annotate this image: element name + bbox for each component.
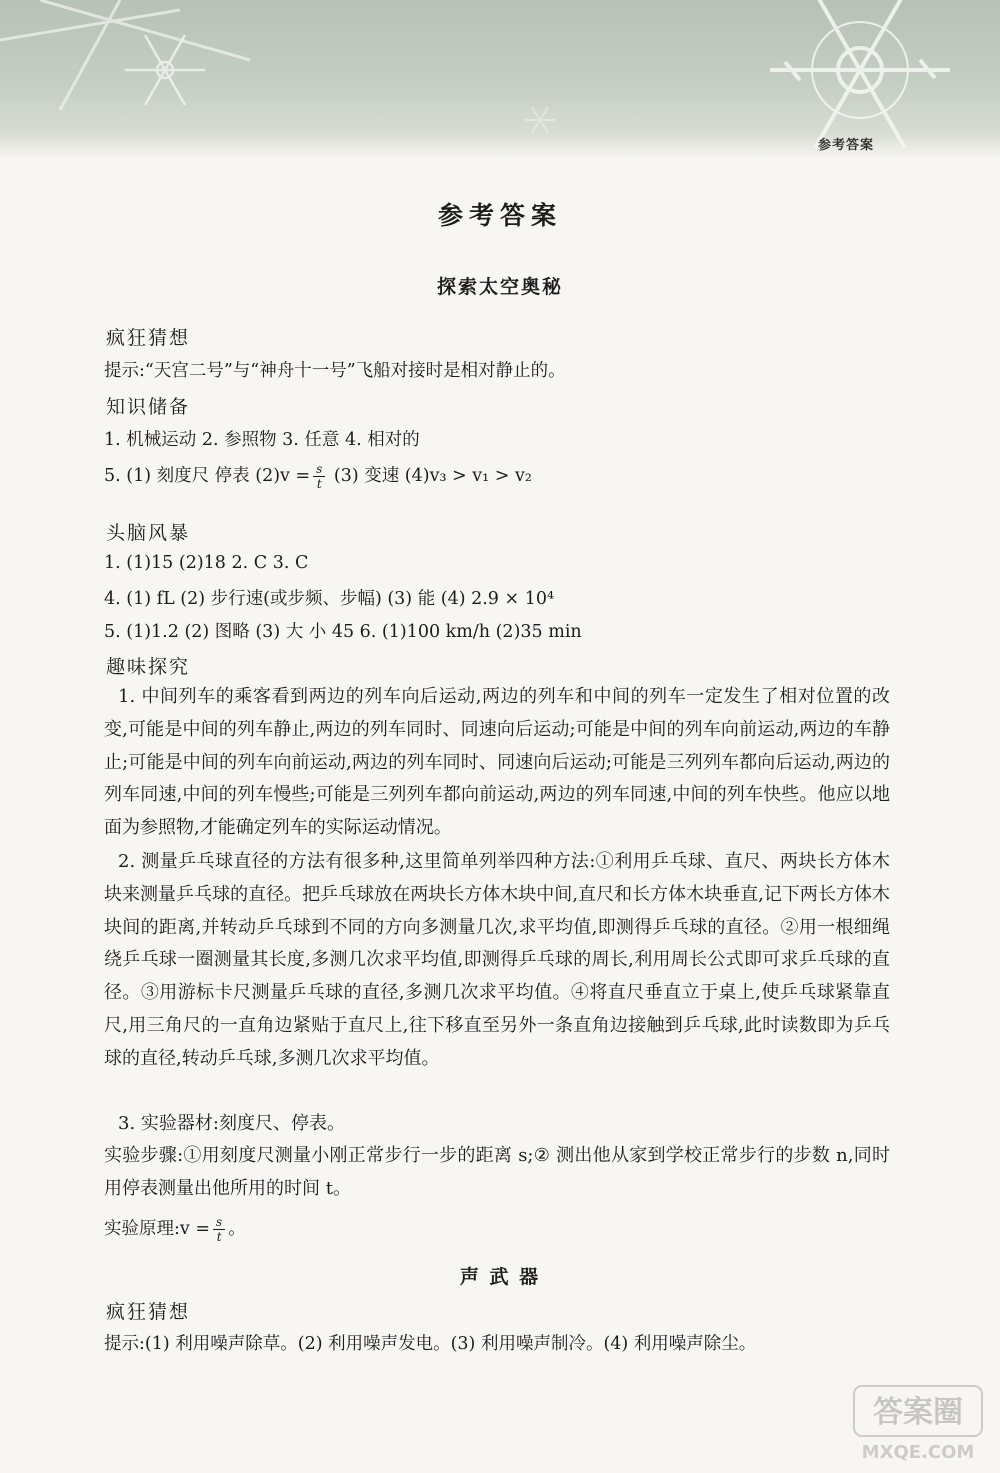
- subheading-brainstorm: 头脑风暴: [106, 522, 191, 544]
- knowledge-line-1: 1. 机械运动 2. 参照物 3. 任意 4. 相对的: [104, 430, 420, 450]
- knowledge-line-2: [104, 462, 532, 491]
- principle-formula: [213, 1215, 225, 1244]
- principle-end: 。: [228, 1219, 246, 1239]
- formula-numerator: s: [313, 462, 325, 477]
- crazy-guess-text-2: 提示:(1) 利用噪声除草。(2) 利用噪声发电。(3) 利用噪声制冷。(4) 利用噪声除尘。: [104, 1334, 757, 1354]
- subheading-crazy-guess-2: 疯狂猜想: [106, 1301, 191, 1323]
- brainstorm-line-3: 5. (1)1.2 (2) 图略 (3) 大 小 45 6. (1)100 km/h (2)35 min: [104, 622, 582, 642]
- explore-paragraph-5: [104, 1215, 246, 1244]
- principle-label: 实验原理:v =: [104, 1219, 211, 1239]
- watermark-url: MXQE.COM: [861, 1442, 975, 1463]
- subheading-crazy-guess: 疯狂猜想: [106, 327, 191, 349]
- brainstorm-line-2: 4. (1) fL (2) 步行速(或步频、步幅) (3) 能 (4) 2.9 × 10⁴: [104, 589, 555, 609]
- explore-paragraph-1: 1. 中间列车的乘客看到两边的列车向后运动,两边的列车和中间的列车一定发生了相对位置的改变,可能是中间的列车静止,两边的列车同时、同速向后运动;可能是中间的列车向前运动,两边的车静止;可能是中间的列车向前运动,两边的列车同时、同速向后运动;可能是三列列车都向后运动,两边的列车同速,中间的列车慢些;可能是三列列车都向前运动,两边的列车同速,中间的列车快些。他应以地面为参照物,才能确定列车的实际运动情况。: [104, 686, 890, 839]
- principle-numerator: s: [213, 1215, 225, 1230]
- subheading-knowledge: 知识储备: [106, 396, 191, 418]
- subheading-explore: 趣味探究: [106, 656, 191, 678]
- section-title-space: 探索太空奥秘: [436, 276, 563, 298]
- watermark-logo-icon: [848, 1380, 988, 1466]
- explore-paragraph-2: 2. 测量乒乓球直径的方法有很多种,这里简单列举四种方法:①利用乒乓球、直尺、两块长方体木块来测量乒乓球的直径。把乒乓球放在两块长方体木块中间,直尺和长方体木块垂直,记下两长方体木块间的距离,并转动乒乓球到不同的方向多测量几次,求平均值,即测得乒乓球的直径。②用一根细绳绕乒乓球一圈测量其长度,多测几次求平均值,即测得乒乓球的周长,利用周长公式即可求乒乓球的直径。③用游标卡尺测量乒乓球的直径,多测几次求平均值。④将直尺垂直立于桌上,使乒乓球紧靠直尺,用三角尺的一直角边紧贴于直尺上,往下移直至另外一条直角边接触到乒乓球,此时读数即为乒乓球的直径,转动乒乓球,多测几次求平均值。: [104, 851, 890, 1069]
- watermark-text: 答案圈: [873, 1395, 963, 1430]
- formula-denominator: t: [316, 477, 322, 491]
- speed-formula: [313, 462, 325, 491]
- section-title-sound-weapon: 声 武 器: [459, 1266, 541, 1288]
- explore-paragraph-3: 3. 实验器材:刻度尺、停表。: [118, 1113, 345, 1134]
- principle-denominator: t: [216, 1230, 222, 1244]
- explore-paragraph-4: 实验步骤:①用刻度尺测量小刚正常步行一步的距离 s;② 测出他从家到学校正常步行的步数 n,同时用停表测量出他所用的时间 t。: [104, 1145, 890, 1199]
- page-title: 参考答案: [437, 201, 562, 230]
- knowledge-line-2-b: (3) 变速 (4)v₃ > v₁ > v₂: [328, 466, 532, 486]
- brainstorm-line-1: 1. (1)15 (2)18 2. C 3. C: [104, 553, 309, 573]
- knowledge-line-2-a: 5. (1) 刻度尺 停表 (2)v =: [104, 466, 311, 486]
- running-header-label: 参考答案: [817, 138, 874, 153]
- crazy-guess-text: 提示:“天宫二号”与“神舟十一号”飞船对接时是相对静止的。: [104, 361, 566, 381]
